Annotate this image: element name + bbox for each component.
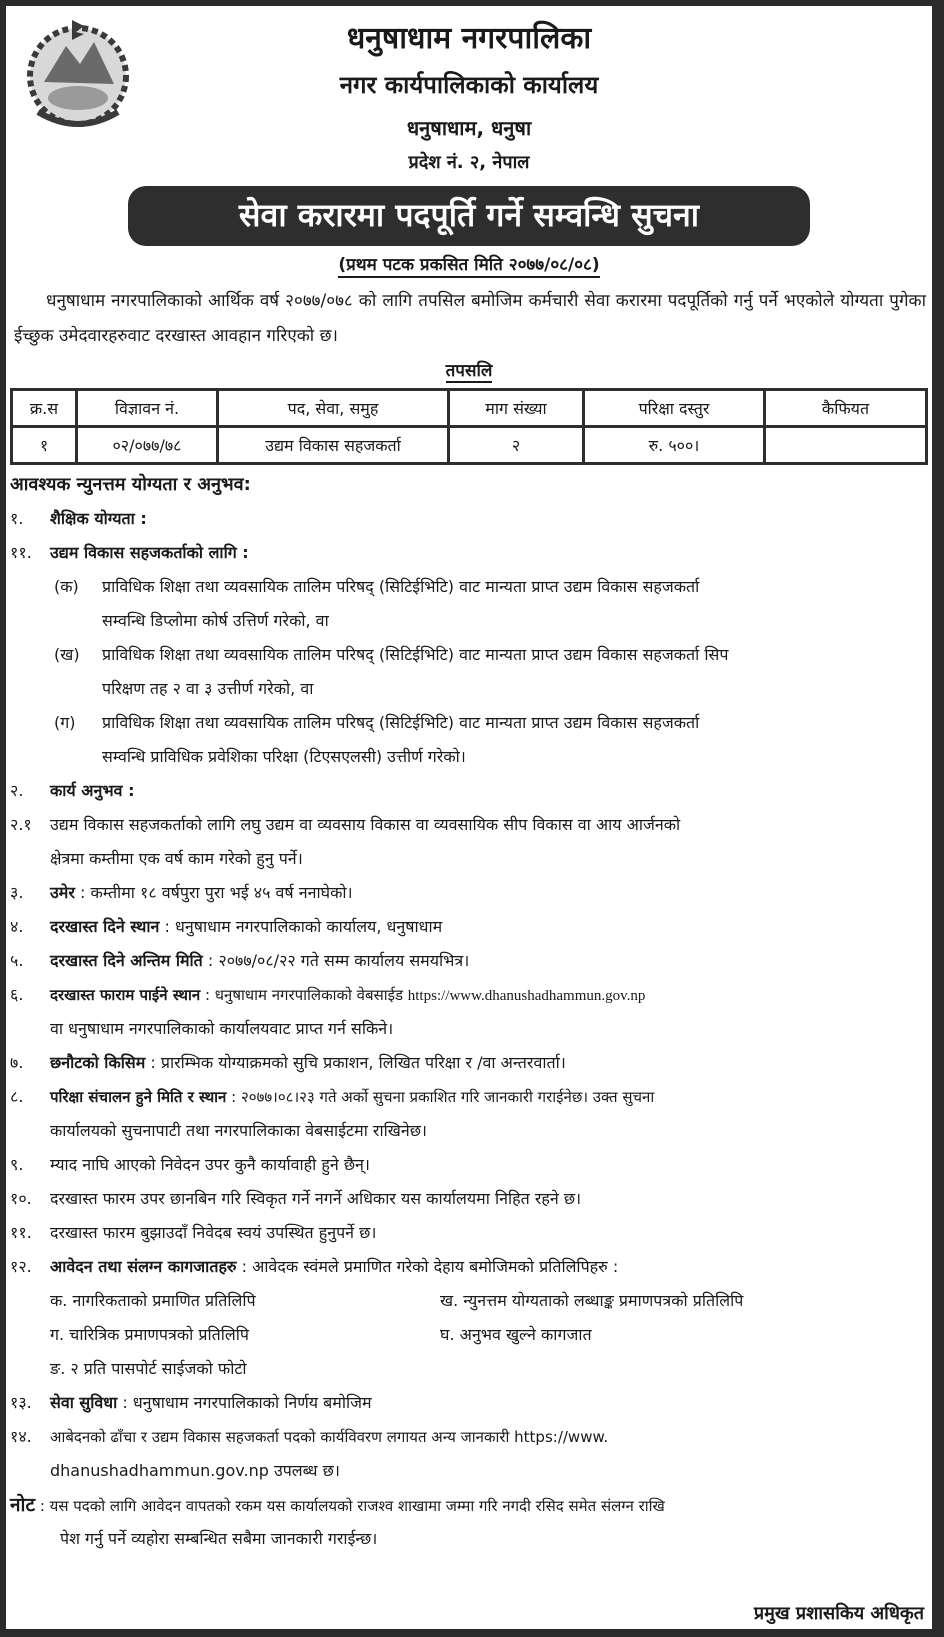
- item-13: १३. सेवा सुविधा : धनुषाधाम नगरपालिकाको निर्णय बमोजिम: [10, 1393, 372, 1412]
- item-1: १. शैक्षिक योग्यता :: [10, 509, 147, 528]
- requirements-heading: आवश्यक न्युनत्तम योग्यता र अनुभव:: [10, 474, 251, 495]
- notice-page: [6, 6, 932, 1629]
- item-8: ८. परिक्षा संचालन हुने मिति र स्थान : २०७७।०८।२३ गते अर्को सुचना प्रकाशित गरि जानकारी गराईनेछ। उक्त सुचना: [10, 1087, 655, 1106]
- item-ga: (ग) प्राविधिक शिक्षा तथा व्यवसायिक तालिम परिषद् (सिटिईभिटि) वाट मान्यता प्राप्त उद्यम विकास सहजकर्ता: [54, 713, 700, 732]
- col-remarks: कैफियत: [765, 390, 927, 427]
- table-title: तपसलि: [445, 361, 493, 381]
- office-name: नगर कार्यपालिकाको कार्यालय: [339, 71, 599, 99]
- cell-remarks: [765, 427, 927, 464]
- item-1-1: ११. उद्यम विकास सहजकर्ताको लागि :: [10, 543, 249, 562]
- cell-demand: २: [449, 427, 584, 464]
- item-2-1: २.१ उद्यम विकास सहजकर्ताको लागि लघु उद्यम वा व्यवसाय विकास वा व्यवसायिक सीप विकास वा आय आर्जनको: [10, 815, 681, 834]
- col-serial: क्र.स: [12, 390, 77, 427]
- publication-date: (प्रथम पटक प्रकसित मिति २०७७/०८/०८): [6, 252, 932, 275]
- col-ad-number: विज्ञावन नं.: [77, 390, 218, 427]
- item-9: ९. म्याद नाघि आएको निवेदन उपर कुनै कार्यावाही हुने छैन्।: [10, 1155, 371, 1174]
- website-link[interactable]: https://www.dhanushadhammun.gov.np: [407, 988, 646, 1004]
- item-10: १०. दरखास्त फारम उपर छानबिन गरि स्विकृत गर्ने नगर्ने अधिकार यस कार्यालयमा निहित रहने छ।: [10, 1189, 582, 1208]
- cell-ad-number: ०२/०७७/७८: [77, 427, 218, 464]
- item-11: ११. दरखास्त फारम बुझाउदाँ निवेदब स्वयं उपस्थित हुनुपर्ने छ।: [10, 1223, 377, 1242]
- website-link-2[interactable]: dhanushadhammun.gov.np उपलब्ध छ।: [50, 1461, 340, 1480]
- col-exam-fee: परिक्षा दस्तुर: [584, 390, 765, 427]
- item-2: २. कार्य अनुभव :: [10, 781, 135, 800]
- table-row: [12, 427, 927, 464]
- col-position: पद, सेवा, समुह: [218, 390, 449, 427]
- item-kha: (ख) प्राविधिक शिक्षा तथा व्यवसायिक तालिम परिषद् (सिटिईभिटि) वाट मान्यता प्राप्त उद्यम विकास सहजकर्ता सिप: [54, 645, 729, 664]
- item-4: ४. दरखास्त दिने स्थान : धनुषाधाम नगरपालिकाको कार्यालय, धनुषाधाम: [10, 917, 443, 936]
- col-demand: माग संख्या: [449, 390, 584, 427]
- item-6: ६. दरखास्त फाराम पाईने स्थान : धनुषाधाम नगरपालिकाको वेबसाईड https://www.dhanushadhammun.gov.np: [10, 985, 646, 1004]
- item-7: ७. छनौटको किसिम : प्रारम्भिक योग्याक्रमको सुचि प्रकाशन, लिखित परिक्षा र /वा अन्तरवार्ता।: [10, 1053, 566, 1072]
- municipality-name: धनुषाधाम नगरपालिका: [346, 21, 592, 56]
- doc-row-3: ङ. २ प्रति पासपोर्ट साईजको फोटो: [50, 1359, 247, 1378]
- cell-position: उद्यम विकास सहजकर्ता: [218, 427, 449, 464]
- intro-paragraph: धनुषाधाम नगरपालिकाको आर्थिक वर्ष २०७७/०७८ को लागि तपसिल बमोजिम कर्मचारी सेवा करारमा पदपूर्तिको गर्नु पर्ने भएकोले योग्यता पुगेका ईच्छुक उमेदवारहरुवाट दरखास्त आवहान गरिएको छ।: [14, 291, 926, 346]
- item-14: १४. आबेदनको ढाँचा र उद्यम विकास सहजकर्ता पदको कार्यविवरण लगायत अन्य जानकारी https://www.: [10, 1427, 609, 1446]
- table-header-row: [12, 390, 927, 427]
- doc-row-2: ग. चारित्रिक प्रमाणपत्रको प्रतिलिपि घ. अनुभव खुल्ने कागजात: [50, 1325, 592, 1344]
- notice-title-banner: सेवा करारमा पदपूर्ति गर्ने सम्वन्धि सुचना: [128, 186, 810, 246]
- cell-exam-fee: रु. ५००।: [584, 427, 765, 464]
- doc-row-1: क. नागरिकताको प्रमाणित प्रतिलिपि ख. न्युनत्तम योग्यताको लब्धाङ्क प्रमाणपत्रको प्रतिलिपि: [50, 1291, 744, 1310]
- cell-serial: १: [12, 427, 77, 464]
- item-12: १२. आवेदन तथा संलग्न कागजातहरु : आवेदक स्वंमले प्रमाणित गरेको देहाय बमोजिमको प्रतिलिपिहरु :: [10, 1257, 619, 1276]
- item-5: ५. दरखास्त दिने अन्तिम मिति : २०७७/०८/२२ गते सम्म कार्यालय समयभित्र।: [10, 951, 470, 970]
- vacancy-table: [10, 388, 928, 465]
- province: प्रदेश नं. २, नेपाल: [408, 152, 530, 173]
- office-location: धनुषाधाम, धनुषा: [406, 116, 532, 140]
- item-3: ३. उमेर : कम्तीमा १८ वर्षपुरा पुरा भई ४५ वर्ष ननाघेको।: [10, 883, 353, 902]
- requirements-section: आवश्यक न्युनत्तम योग्यता र अनुभव: १. शैक्षिक योग्यता : ११. उद्यम विकास सहजकर्ताको लागि : (क) प्राविधिक शिक्षा तथा व्यवसायिक तालिम परिषद् (सिटिईभिटि) वाट मान्यता प्राप्त उद्यम विकास सहजकर्ता सम्वन्धि डिप्लोमा कोर्ष उत्तिर्ण गरेको, वा (ख) प्राविधिक शिक्षा तथा व्यवसायिक तालिम परिषद् (सिटिईभिटि) वाट मान्यता प्राप्त उद्यम विकास सहजकर्ता सिप परिक्षण तह २ वा ३ उत्तीर्ण गरेको, वा (ग) प्राविधिक शिक्षा तथा व्यवसायिक तालिम परिषद् (सिटिईभिटि) वाट मान्यता प्राप्त उद्यम विकास सहजकर्ता सम्वन्धि प्राविधिक प्रवेशिका परिक्षा (टिएसएलसी) उत्तीर्ण गरेको। २. कार्य अनुभव : २.१ उद्यम विकास सहजकर्ताको लागि लघु उद्यम वा व्यवसाय विकास वा व्यवसायिक सीप विकास वा आय आर्जनको क्षेत्रमा कम्तीमा एक वर्ष काम गरेको हुनु पर्ने। ३. उमेर : कम्तीमा १८ वर्षपुरा पुरा भई ४५ वर्ष ननाघेको। ४. दरखास्त दिने स्थान : धनुषाधाम नगरपालिकाको कार्यालय, धनुषाधाम ५. दरखास्त दिने अन्तिम मिति : २०७७/०८/२२ गते सम्म कार्यालय समयभित्र। ६. दरखास्त फाराम पाईने स्थान : धनुषाधाम नगरपालिकाको वेबसाईड https://www.dhanushadhammun.gov.np वा धनुषाधाम नगरपालिकाको कार्यालयवाट प्राप्त गर्न सकिने। ७. छनौटको किसिम : प्रारम्भिक योग्याक्रमको सुचि प्रकाशन, लिखित परिक्षा र /वा अन्तरवार्ता। ८. परिक्षा संचालन हुने मिति र स्थान : २०७७।०८।२३ गते अर्को सुचना प्रकाशित गरि जानकारी गराईनेछ। उक्त सुचना कार्यालयको सुचनापाटी तथा नगरपालिकाका वेबसाईटमा राखिनेछ। ९. म्याद नाघि आएको निवेदन उपर कुनै कार्यावाही हुने छैन्। १०. दरखास्त फारम उपर छानबिन गरि स्विकृत गर्ने नगर्ने अधिकार यस कार्यालयमा निहित रहने छ। ११. दरखास्त फारम बुझाउदाँ निवेदब स्वयं उपस्थित हुनुपर्ने छ। १२. आवेदन तथा संलग्न कागजातहरु : आवेदक स्वंमले प्रमाणित गरेको देहाय बमोजिमको प्रतिलिपिहरु : क. नागरिकताको प्रमाणित प्रतिलिपि ख. न्युनत्तम योग्यताको लब्धाङ्क प्रमाणपत्रको प्रतिलिपि ग. चारित्रिक प्रमाणपत्रको प्रतिलिपि घ. अनुभव खुल्ने कागजात ङ. २ प्रति पासपोर्ट साईजको फोटो १३. सेवा सुविधा : धनुषाधाम नगरपालिकाको निर्णय बमोजिम १४. आबेदनको ढाँचा र उद्यम विकास सहजकर्ता पदको कार्यविवरण लगायत अन्य जानकारी https://www. dhanushadhammun.gov.np उपलब्ध छ। नोट : यस पदको लागि आवेदन वापतको रकम यस कार्यालयको राजश्व शाखामा जम्मा गरि नगदी रसिद समेत संलग्न राखि पेश गर्नु पर्ने व्यहोरा सम्बन्धित सबैमा जानकारी गराईन्छ।: [10, 468, 928, 1556]
- item-ka: (क) प्राविधिक शिक्षा तथा व्यवसायिक तालिम परिषद् (सिटिईभिटि) वाट मान्यता प्राप्त उद्यम विकास सहजकर्ता: [54, 577, 700, 596]
- signature: प्रमुख प्रशासकिय अधिकृत: [753, 1603, 924, 1624]
- note: नोट : यस पदको लागि आवेदन वापतको रकम यस कार्यालयको राजश्व शाखामा जम्मा गरि नगदी रसिद समेत संलग्न राखि: [10, 1494, 665, 1516]
